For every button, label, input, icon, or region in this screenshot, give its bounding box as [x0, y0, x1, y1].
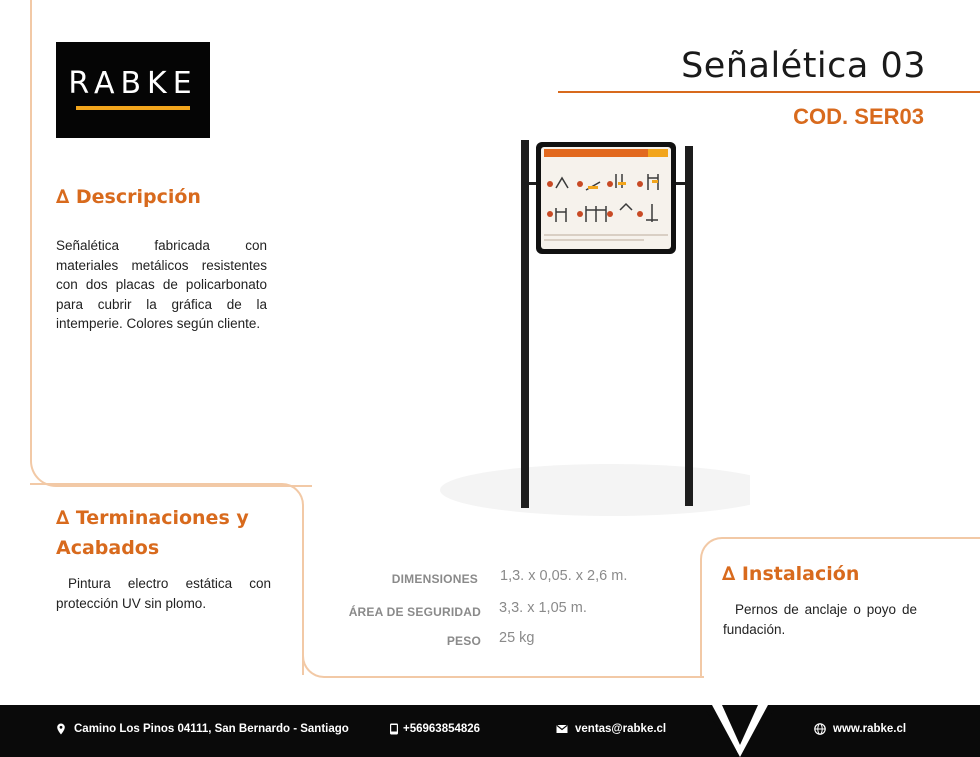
spec-value-dimensiones: 1,3. x 0,05. x 2,6 m. — [500, 568, 628, 584]
terminaciones-text: Pintura electro estática con protección UV sin plomo. — [56, 576, 271, 611]
logo-underline — [76, 106, 190, 110]
footer-phone[interactable] — [388, 723, 480, 735]
instalacion-heading: ∆ Instalación — [722, 563, 860, 585]
spec-value-peso: 25 kg — [499, 630, 535, 646]
rabke-logo — [56, 42, 210, 138]
footer-web-text: www.rabke.cl — [833, 723, 907, 735]
spec-label-area: ÁREA DE SEGURIDAD — [348, 605, 481, 619]
phone-icon — [388, 723, 400, 735]
footer-phone-text: +56963854826 — [403, 723, 481, 735]
footer-web[interactable] — [814, 723, 906, 735]
terminaciones-heading — [56, 503, 249, 563]
signboard-image — [420, 130, 750, 520]
title-rule — [558, 91, 980, 93]
terminaciones-heading-line2: Acabados — [56, 537, 160, 559]
footer-email[interactable] — [556, 723, 666, 735]
logo-text: RABKE — [68, 66, 198, 101]
spec-label-peso: PESO — [446, 634, 481, 648]
footer-notch-arrow — [712, 705, 768, 757]
footer-bar — [0, 705, 980, 757]
instalacion-text: Pernos de anclaje o poyo de fundación. — [723, 602, 917, 637]
footer-address-text: Camino Los Pinos 04111, San Bernardo - Santiago — [74, 723, 349, 735]
globe-icon — [814, 723, 826, 735]
spec-label-dimensiones: DIMENSIONES — [391, 572, 478, 586]
location-pin-icon — [55, 723, 67, 735]
frame-install-bottom — [700, 600, 702, 676]
spec-value-area: 3,3. x 1,05 m. — [499, 600, 587, 616]
product-title: Señalética 03 — [681, 46, 926, 86]
descripcion-text: Señalética fabricada con materiales metálicos resistentes con dos placas de policarbonato para cubrir la gráfica de la intemperie. Colores según cliente. — [56, 238, 267, 331]
terminaciones-heading-line1: ∆ Terminaciones y — [56, 507, 249, 529]
email-icon — [556, 723, 568, 735]
footer-email-text: ventas@rabke.cl — [575, 723, 667, 735]
descripcion-heading: ∆ Descripción — [56, 186, 201, 208]
product-code: COD. SER03 — [793, 104, 924, 129]
footer-address — [55, 723, 349, 735]
